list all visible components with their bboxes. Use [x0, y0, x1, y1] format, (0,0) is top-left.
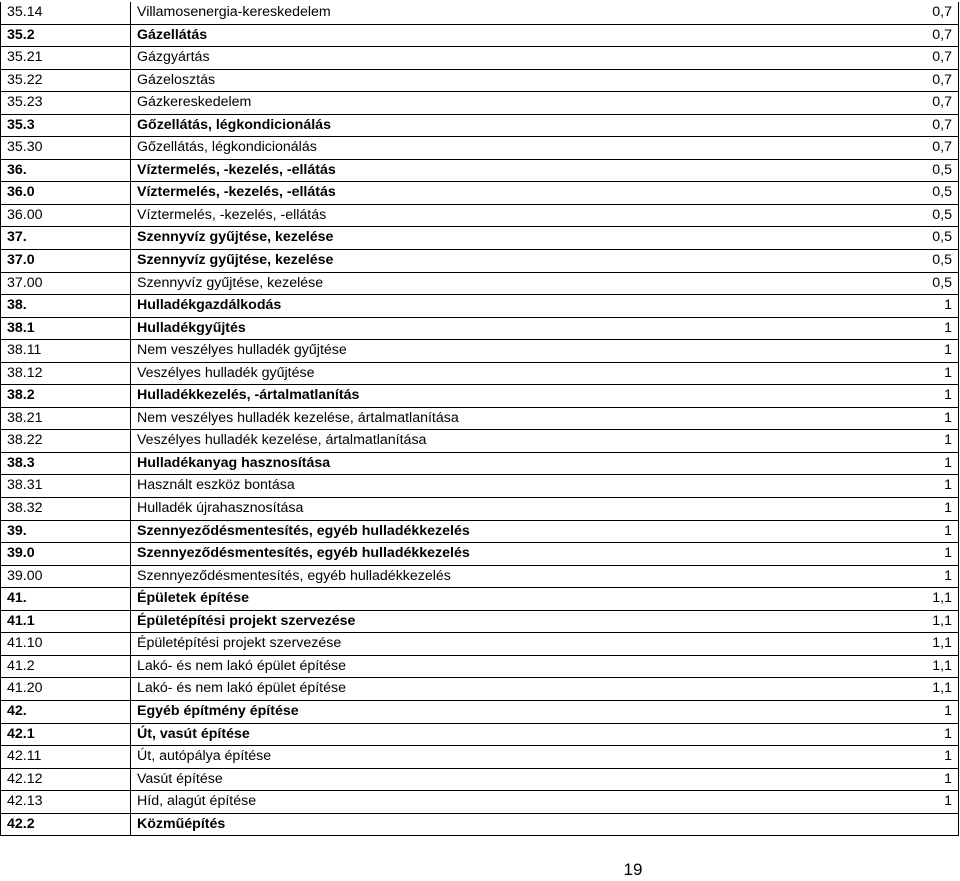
activity-name-cell: Víztermelés, -kezelés, -ellátás: [131, 182, 840, 205]
rate-value-cell: 1: [840, 543, 959, 566]
activity-name-cell: Épületépítési projekt szervezése: [131, 610, 840, 633]
activity-code-cell: 35.14: [1, 2, 131, 24]
table-row: [1, 407, 959, 430]
activity-name-cell: Gőzellátás, légkondicionálás: [131, 114, 840, 137]
activity-code-cell: 35.30: [1, 137, 131, 160]
activity-name-cell: Gázelosztás: [131, 69, 840, 92]
activity-name-cell: Lakó- és nem lakó épület építése: [131, 678, 840, 701]
rate-value-cell: 1: [840, 317, 959, 340]
rate-value-cell: 0,5: [840, 159, 959, 182]
activity-code-cell: 35.3: [1, 114, 131, 137]
activity-code-cell: 38.22: [1, 430, 131, 453]
activity-code-cell: 39.0: [1, 543, 131, 566]
activity-code-cell: 38.31: [1, 475, 131, 498]
activity-name-cell: Szennyvíz gyűjtése, kezelése: [131, 272, 840, 295]
activity-name-cell: Veszélyes hulladék kezelése, ártalmatlanítása: [131, 430, 840, 453]
activity-code-cell: 38.32: [1, 498, 131, 521]
table-row: [1, 385, 959, 408]
activity-code-cell: 35.23: [1, 92, 131, 115]
activity-code-cell: 42.12: [1, 768, 131, 791]
activity-name-cell: Közműépítés: [131, 813, 840, 836]
table-row: [1, 250, 959, 273]
activity-code-cell: 36.00: [1, 204, 131, 227]
table-row: [1, 768, 959, 791]
activity-code-cell: 39.00: [1, 565, 131, 588]
activity-code-cell: 42.11: [1, 746, 131, 769]
activity-name-cell: Hulladékgyűjtés: [131, 317, 840, 340]
table-row: [1, 791, 959, 814]
table-row: [1, 2, 959, 24]
rate-value-cell: 0,7: [840, 24, 959, 47]
table-row: [1, 543, 959, 566]
activity-name-cell: Egyéb építmény építése: [131, 700, 840, 723]
table-row: [1, 520, 959, 543]
activity-code-cell: 37.0: [1, 250, 131, 273]
rate-value-cell: 1: [840, 791, 959, 814]
table-row: [1, 723, 959, 746]
activity-name-cell: Szennyvíz gyűjtése, kezelése: [131, 250, 840, 273]
rate-value-cell: 0,5: [840, 272, 959, 295]
rate-value-cell: 0,7: [840, 92, 959, 115]
activity-name-cell: Szennyvíz gyűjtése, kezelése: [131, 227, 840, 250]
activity-name-cell: Víztermelés, -kezelés, -ellátás: [131, 204, 840, 227]
activity-name-cell: Gázgyártás: [131, 47, 840, 70]
activity-name-cell: Gőzellátás, légkondicionálás: [131, 137, 840, 160]
table-row: [1, 430, 959, 453]
table-body: [1, 2, 959, 836]
activity-code-cell: 41.20: [1, 678, 131, 701]
table-row: [1, 655, 959, 678]
rate-value-cell: 1: [840, 475, 959, 498]
page-number: 19: [623, 860, 643, 879]
table-row: [1, 227, 959, 250]
rate-value-cell: 0,5: [840, 227, 959, 250]
activity-name-cell: Villamosenergia-kereskedelem: [131, 2, 840, 24]
rate-value-cell: 0,5: [840, 250, 959, 273]
activity-code-cell: 38.21: [1, 407, 131, 430]
table-row: [1, 159, 959, 182]
table-row: [1, 47, 959, 70]
activity-code-cell: 41.10: [1, 633, 131, 656]
activity-name-cell: Szennyeződésmentesítés, egyéb hulladékkezelés: [131, 520, 840, 543]
table-row: [1, 137, 959, 160]
activity-name-cell: Használt eszköz bontása: [131, 475, 840, 498]
activity-name-cell: Nem veszélyes hulladék gyűjtése: [131, 340, 840, 363]
rate-value-cell: 1,1: [840, 655, 959, 678]
rate-value-cell: 0,5: [840, 204, 959, 227]
rate-value-cell: 1: [840, 498, 959, 521]
activity-code-cell: 36.: [1, 159, 131, 182]
activity-name-cell: Út, vasút építése: [131, 723, 840, 746]
rate-value-cell: 0,7: [840, 47, 959, 70]
activity-name-cell: Hulladékkezelés, -ártalmatlanítás: [131, 385, 840, 408]
rate-value-cell: 0,7: [840, 2, 959, 24]
rate-value-cell: 1,1: [840, 678, 959, 701]
activity-code-cell: 41.2: [1, 655, 131, 678]
activity-code-cell: 41.: [1, 588, 131, 611]
rate-value-cell: 1: [840, 385, 959, 408]
rate-value-cell: 1: [840, 407, 959, 430]
activity-name-cell: Lakó- és nem lakó épület építése: [131, 655, 840, 678]
table-row: [1, 475, 959, 498]
activity-code-cell: 41.1: [1, 610, 131, 633]
activity-code-cell: 38.11: [1, 340, 131, 363]
table-row: [1, 362, 959, 385]
rate-value-cell: 1,1: [840, 633, 959, 656]
activity-name-cell: Szennyeződésmentesítés, egyéb hulladékkezelés: [131, 565, 840, 588]
table-row: [1, 114, 959, 137]
rate-value-cell: 1,1: [840, 588, 959, 611]
activity-code-cell: 35.22: [1, 69, 131, 92]
rate-value-cell: 1: [840, 340, 959, 363]
rate-value-cell: 1: [840, 565, 959, 588]
activity-code-cell: 37.: [1, 227, 131, 250]
rate-value-cell: 1,1: [840, 610, 959, 633]
rate-value-cell: 0,5: [840, 182, 959, 205]
table-row: [1, 317, 959, 340]
activity-name-cell: Épületek építése: [131, 588, 840, 611]
activity-code-cell: 35.21: [1, 47, 131, 70]
table-row: [1, 746, 959, 769]
table-row: [1, 340, 959, 363]
table-row: [1, 633, 959, 656]
table-row: [1, 295, 959, 318]
rate-value-cell: 1: [840, 746, 959, 769]
activity-code-cell: 36.0: [1, 182, 131, 205]
activity-code-cell: 42.13: [1, 791, 131, 814]
activity-name-cell: Nem veszélyes hulladék kezelése, ártalmatlanítása: [131, 407, 840, 430]
activity-name-cell: Épületépítési projekt szervezése: [131, 633, 840, 656]
activity-rate-table: [0, 2, 959, 836]
rate-value-cell: 0,7: [840, 114, 959, 137]
table-row: [1, 272, 959, 295]
rate-value-cell: 1: [840, 520, 959, 543]
activity-code-cell: 38.2: [1, 385, 131, 408]
activity-name-cell: Szennyeződésmentesítés, egyéb hulladékkezelés: [131, 543, 840, 566]
table-row: [1, 69, 959, 92]
activity-name-cell: Gázellátás: [131, 24, 840, 47]
activity-name-cell: Gázkereskedelem: [131, 92, 840, 115]
activity-name-cell: Veszélyes hulladék gyűjtése: [131, 362, 840, 385]
activity-code-cell: 38.12: [1, 362, 131, 385]
rate-value-cell: 1: [840, 430, 959, 453]
table-row: [1, 610, 959, 633]
activity-code-cell: 42.: [1, 700, 131, 723]
activity-code-cell: 35.2: [1, 24, 131, 47]
activity-name-cell: Út, autópálya építése: [131, 746, 840, 769]
table-row: [1, 700, 959, 723]
activity-name-cell: Vasút építése: [131, 768, 840, 791]
rate-value-cell: 1: [840, 723, 959, 746]
activity-code-cell: 42.2: [1, 813, 131, 836]
table-row: [1, 182, 959, 205]
rate-value-cell: 0,7: [840, 69, 959, 92]
activity-code-cell: 42.1: [1, 723, 131, 746]
activity-name-cell: Hulladékgazdálkodás: [131, 295, 840, 318]
rate-value-cell: 1: [840, 768, 959, 791]
table-row: [1, 24, 959, 47]
rate-value-cell: 1: [840, 295, 959, 318]
table-row: [1, 678, 959, 701]
rate-value-cell: 1: [840, 700, 959, 723]
rate-value-cell: 0,7: [840, 137, 959, 160]
table-row: [1, 588, 959, 611]
table-row: [1, 565, 959, 588]
activity-code-cell: 38.1: [1, 317, 131, 340]
rate-value-cell: 1: [840, 362, 959, 385]
table-row: [1, 204, 959, 227]
table-row: [1, 92, 959, 115]
activity-code-cell: 37.00: [1, 272, 131, 295]
rate-value-cell: [840, 813, 959, 836]
activity-code-cell: 39.: [1, 520, 131, 543]
table-row: [1, 498, 959, 521]
table-row: [1, 452, 959, 475]
activity-code-cell: 38.3: [1, 452, 131, 475]
activity-name-cell: Hulladék újrahasznosítása: [131, 498, 840, 521]
rate-value-cell: 1: [840, 452, 959, 475]
activity-name-cell: Víztermelés, -kezelés, -ellátás: [131, 159, 840, 182]
table-row: [1, 813, 959, 836]
activity-name-cell: Híd, alagút építése: [131, 791, 840, 814]
activity-code-cell: 38.: [1, 295, 131, 318]
activity-name-cell: Hulladékanyag hasznosítása: [131, 452, 840, 475]
